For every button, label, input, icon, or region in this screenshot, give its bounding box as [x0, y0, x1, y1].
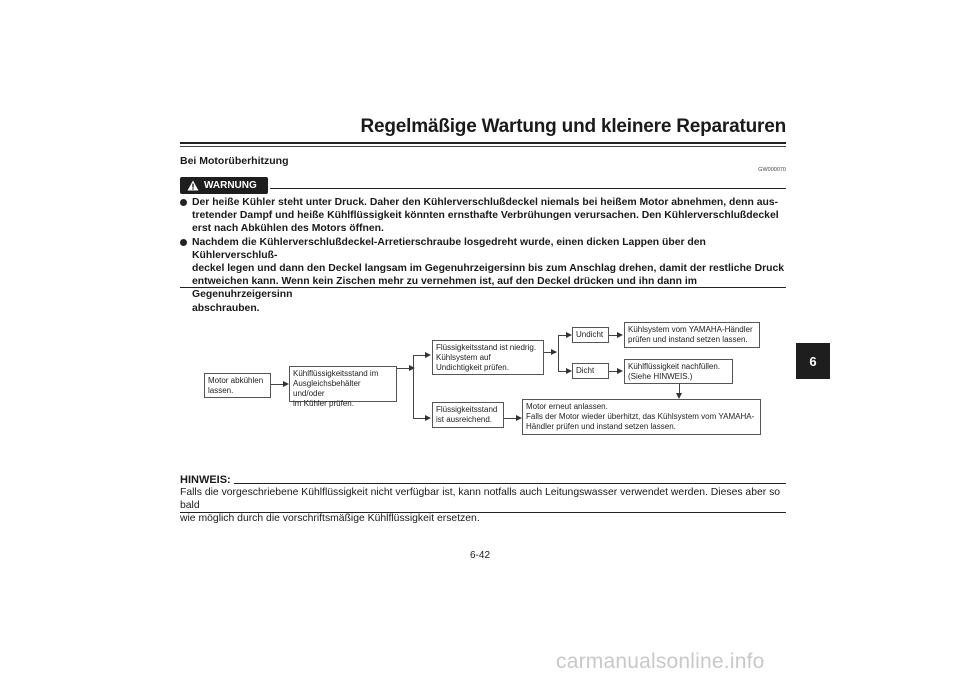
arrow-icon: [425, 415, 431, 421]
flow-box-dealer-repair: Kühlsystem vom YAMAHA-Händler prüfen und instand setzen lassen.: [624, 322, 760, 348]
warning-list: [180, 196, 788, 315]
chapter-tab: 6: [796, 343, 830, 379]
warning-rule: [270, 188, 786, 189]
warning-item: Nachdem die Kühlerverschlußdeckel-Arretierschraube losgedreht wurde, einen dicken Lappen über den Kühlerverschluß- deckel legen und dann den Deckel langsam im Gegenuhrzeigersinn bis zum Anschlag drehen, damit der restliche Druck entweichen kann. Wenn kein Zischen mehr zu vernehmen ist, auf den Deckel drücken und ihn dann im Gegenuhrzeigersinn abschrauben.: [180, 236, 788, 315]
page-title: Regelmäßige Wartung und kleinere Reparaturen: [360, 116, 786, 137]
warning-badge: [180, 177, 268, 194]
flow-box-refill: Kühlflüssigkeit nachfüllen. (Siehe HINWEIS.): [624, 359, 733, 384]
connector: [558, 335, 559, 372]
page-number: 6-42: [469, 550, 490, 561]
warning-end-rule: [180, 287, 786, 288]
arrow-icon: [617, 332, 623, 338]
connector: [413, 355, 414, 419]
warning-item: Der heiße Kühler steht unter Druck. Daher den Kühlerverschlußdeckel niemals bei heißem Motor abnehmen, denn aus- tretender Dampf und heiße Kühlflüssigkeit könnten ernsthafte Verbrühungen verursachen. Den Kühlerverschlußdeckel erst nach Abkühlen des Motors öffnen.: [180, 196, 788, 236]
flow-box-level-low: Flüssigkeitsstand ist niedrig. Kühlsystem auf Undichtigkeit prüfen.: [432, 340, 544, 375]
section-heading: Bei Motorüberhitzung: [180, 155, 289, 167]
note-label: HINWEIS:: [180, 474, 231, 486]
warning-label: WARNUNG: [204, 180, 257, 191]
bullet-icon: [180, 199, 187, 206]
flow-box-restart: Motor erneut anlassen. Falls der Motor wieder überhitzt, das Kühlsystem vom YAMAHA- Händler prüfen und instand setzen lassen.: [522, 399, 761, 435]
bullet-icon: [180, 239, 187, 246]
warning-triangle-icon: [187, 180, 199, 191]
section-code: GW000070: [758, 167, 786, 173]
arrow-icon: [551, 349, 557, 355]
arrow-icon: [617, 368, 623, 374]
title-rule: [180, 142, 786, 144]
note-text: Falls die vorgeschriebene Kühlflüssigkeit nicht verfügbar ist, kann notfalls auch Leitungswasser verwendet werden. Dieses aber so bald wie möglich durch die vorschriftsmäßige Kühlflüssigkeit ersetzen.: [180, 487, 781, 524]
title-rule-thin: [180, 146, 786, 147]
flow-box-leaking: Undicht: [572, 327, 609, 343]
note-end-rule: [180, 512, 786, 513]
watermark: carmanualsonline.info: [556, 650, 765, 673]
flow-box-tight: Dicht: [572, 363, 609, 379]
flow-box-level-ok: Flüssigkeitsstand ist ausreichend.: [432, 402, 504, 428]
arrow-icon: [425, 352, 431, 358]
note-rule: [234, 483, 786, 484]
flow-box-check-level: Kühlflüssigkeitsstand im Ausgleichsbehälter und/oder im Kühler prüfen.: [289, 366, 397, 402]
flow-box-cool-engine: Motor abkühlen lassen.: [204, 373, 271, 398]
arrow-icon: [409, 365, 415, 371]
